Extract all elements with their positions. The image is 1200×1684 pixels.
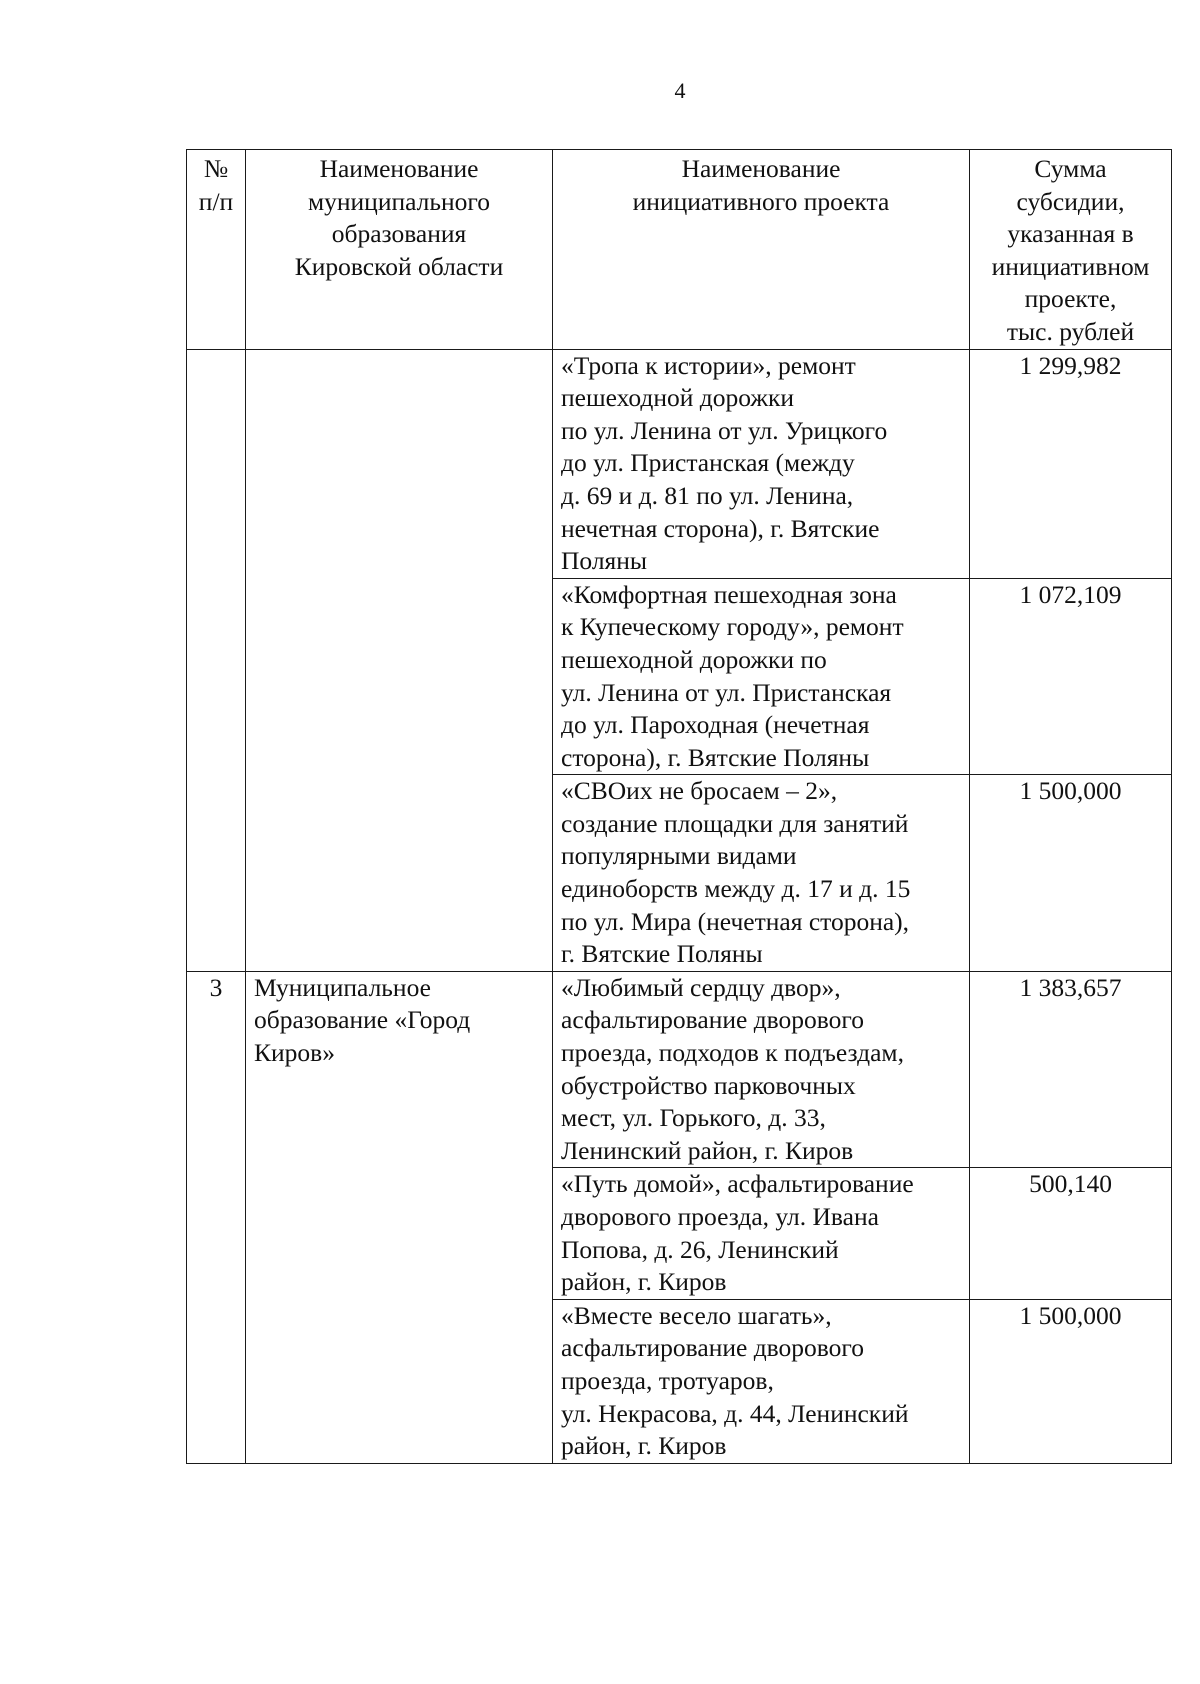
project-line: ул. Ленина от ул. Пристанская xyxy=(561,677,892,707)
project-line: «Вместе весело шагать», xyxy=(561,1300,832,1330)
project-line: «Тропа к истории», ремонт xyxy=(561,350,856,380)
project-line: обустройство парковочных xyxy=(561,1070,856,1100)
project-line: «Любимый сердцу двор», xyxy=(561,972,841,1002)
project-line: ул. Некрасова, д. 44, Ленинский xyxy=(561,1398,909,1428)
project-cell xyxy=(553,1299,970,1463)
project-cell xyxy=(553,349,970,578)
project-line: до ул. Пароходная (нечетная xyxy=(561,710,870,740)
subsidy-sum-cell: 1 383,657 xyxy=(970,971,1172,1168)
table-row xyxy=(187,349,1172,578)
project-line: пешеходной дорожки xyxy=(561,383,795,413)
header-num-line: п/п xyxy=(198,186,234,216)
project-line: «Комфортная пешеходная зона xyxy=(561,579,897,609)
project-line: единоборств между д. 17 и д. 15 xyxy=(561,874,911,904)
project-line: г. Вятские Поляны xyxy=(561,939,763,969)
project-cell xyxy=(553,1168,970,1299)
project-line: Поляны xyxy=(561,546,648,576)
header-municipality xyxy=(246,150,553,350)
project-line: район, г. Киров xyxy=(561,1267,727,1297)
table-row xyxy=(187,971,1172,1168)
project-line: нечетная сторона), г. Вятские xyxy=(561,513,880,543)
project-line: сторона), г. Вятские Поляны xyxy=(561,742,870,772)
header-municipality-line: образования xyxy=(331,219,467,249)
project-line: район, г. Киров xyxy=(561,1431,727,1461)
header-num-line: № xyxy=(203,154,229,183)
project-cell xyxy=(553,578,970,775)
project-line: асфальтирование дворового xyxy=(561,1005,864,1035)
header-project-line: Наименование xyxy=(681,154,841,183)
subsidy-sum-cell: 1 299,982 xyxy=(970,349,1172,578)
header-project-line: инициативного проекта xyxy=(632,186,890,216)
project-line: Ленинский район, г. Киров xyxy=(561,1135,854,1165)
project-line: асфальтирование дворового xyxy=(561,1333,864,1363)
header-sum xyxy=(970,150,1172,350)
header-municipality-line: Наименование xyxy=(319,154,479,183)
header-sum-line: проекте, xyxy=(1024,284,1117,314)
subsidy-sum-cell: 500,140 xyxy=(970,1168,1172,1299)
project-line: к Купеческому городу», ремонт xyxy=(561,612,904,642)
project-line: д. 69 и д. 81 по ул. Ленина, xyxy=(561,480,854,510)
project-line: проезда, тротуаров, xyxy=(561,1365,774,1395)
table-header xyxy=(187,150,1172,350)
row-number-cell: 3 xyxy=(187,971,246,1463)
header-row xyxy=(187,150,1172,350)
project-line: по ул. Ленина от ул. Урицкого xyxy=(561,415,888,445)
project-cell xyxy=(553,971,970,1168)
project-line: популярными видами xyxy=(561,841,797,871)
municipality-line: Муниципальное xyxy=(254,972,431,1002)
header-sum-line: тыс. рублей xyxy=(1006,316,1135,346)
row-number-cell xyxy=(187,349,246,971)
project-line: мест, ул. Горького, д. 33, xyxy=(561,1103,826,1133)
page-number: 4 xyxy=(674,78,686,103)
project-line: проезда, подходов к подъездам, xyxy=(561,1038,904,1068)
municipality-line: Киров» xyxy=(254,1038,335,1068)
project-line: дворового проезда, ул. Ивана xyxy=(561,1202,879,1231)
municipality-cell xyxy=(246,349,553,971)
project-line: «СВОих не бросаем – 2», xyxy=(561,776,838,806)
subsidy-sum-cell: 1 500,000 xyxy=(970,775,1172,972)
header-project xyxy=(553,150,970,350)
table-body xyxy=(187,349,1172,1463)
project-line: Попова, д. 26, Ленинский xyxy=(561,1234,839,1264)
header-sum-line: указанная в xyxy=(1007,219,1134,249)
project-line: до ул. Пристанская (между xyxy=(561,448,855,478)
header-sum-line: субсидии, xyxy=(1016,186,1125,216)
header-num xyxy=(187,150,246,350)
municipality-line: образование «Город xyxy=(254,1005,471,1035)
subsidy-table xyxy=(186,149,1172,1464)
municipality-cell xyxy=(246,971,553,1463)
header-sum-line: инициативном xyxy=(991,251,1150,281)
header-municipality-line: муниципального xyxy=(308,186,490,216)
project-line: «Путь домой», асфальтирование xyxy=(561,1169,914,1199)
header-municipality-line: Кировской области xyxy=(294,251,504,281)
subsidy-sum-cell: 1 072,109 xyxy=(970,578,1172,775)
project-line: пешеходной дорожки по xyxy=(561,644,827,674)
subsidy-sum-cell: 1 500,000 xyxy=(970,1299,1172,1463)
project-line: по ул. Мира (нечетная сторона), xyxy=(561,906,910,936)
project-cell xyxy=(553,775,970,972)
header-sum-line: Сумма xyxy=(1034,154,1107,183)
project-line: создание площадки для занятий xyxy=(561,808,909,838)
